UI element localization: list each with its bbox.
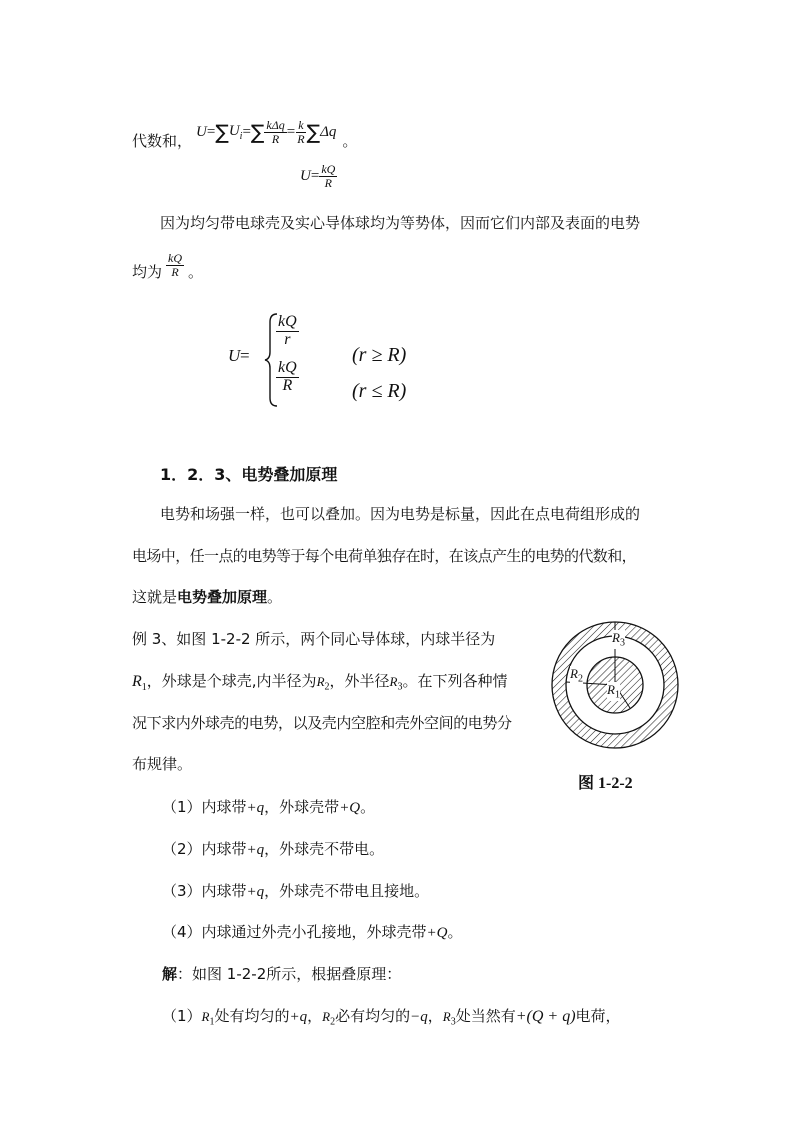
sum-prefix: 代数和，: [132, 131, 193, 150]
eq2-sign: =: [310, 167, 320, 184]
pw-cond-2: (r ≤ R): [352, 380, 407, 402]
solution-case-1: （1） $R_1$ 处有均匀的 +q ， $R_2$ 必有均匀的 −q ， $R_3$ 处当然有 +(Q + q) 电荷，: [162, 1007, 621, 1028]
eq-dq: Δq: [320, 123, 337, 140]
ex-R2: $R_2$: [316, 674, 330, 693]
cont-prefix: 均为: [132, 263, 163, 282]
figure-caption: 图 1-2-2: [578, 775, 633, 792]
example-line-3: 况下求内外球壳的电势，以及壳内空腔和壳外空间的电势分: [132, 714, 512, 732]
frac-kQ-R-inline: $\frac{kQ}{R}$: [168, 251, 183, 279]
superposition-line-2: 电场中，任一点的电势等于每个电荷单独存在时，在该点产生的电势的代数和，: [132, 547, 637, 565]
paragraph-equipotential: 因为均匀带电球壳及实心导体球均为等势体，因而它们内部及表面的电势: [160, 214, 641, 232]
case-item-1: （1）内球带+q，外球壳带+Q。: [162, 798, 376, 816]
sum-suffix: 。: [342, 131, 358, 150]
sigma-2: ∑: [250, 120, 265, 144]
solution-line: 解：如图 1-2-2所示，根据叠原理：: [162, 965, 402, 983]
superposition-line-3: 这就是电势叠加原理。: [132, 588, 283, 606]
frac-kQ-R: $\frac{kQ}{R}$: [321, 162, 336, 190]
section-title: 1．2．3、电势叠加原理: [160, 465, 338, 484]
eq-Ui: $U_i$: [228, 122, 243, 142]
case-item-4: （4）内球通过外壳小孔接地，外球壳带+Q。: [162, 923, 463, 941]
case-item-3: （3）内球带+q，外球壳不带电且接地。: [162, 882, 430, 900]
eq-U: U: [196, 123, 207, 140]
sigma-3: ∑: [306, 120, 321, 144]
eq-sign-2: =: [242, 123, 251, 140]
fig-label-R1: $R_1$: [607, 682, 620, 701]
sum-equation-line: [132, 112, 357, 152]
eq-sign-3: =: [286, 123, 296, 140]
frac-kdq-R: $\frac{\text{kΔq}}{R}$: [266, 117, 285, 146]
figure-concentric-spheres: [550, 620, 680, 750]
pw-eq: =: [240, 346, 250, 365]
ex-R1: $R_1$: [132, 673, 147, 694]
pw-U: U: [228, 346, 241, 365]
solution-label: 解: [162, 965, 178, 983]
superposition-term: 电势叠加原理: [177, 588, 268, 606]
ex-R3: $R_3$: [389, 674, 403, 693]
eq2-U: U: [300, 167, 311, 184]
paragraph-equipotential-cont: [132, 252, 203, 284]
fig-label-R3: $R_3$: [612, 630, 625, 649]
case-item-2: （2）内球带+q，外球壳不带电。: [162, 840, 385, 858]
pw-frac-2: $\frac{kQ}{R}$: [278, 359, 297, 394]
superposition-line-1: 电势和场强一样，也可以叠加。因为电势是标量，因此在点电荷组形成的: [160, 505, 641, 523]
potential-equation: [300, 163, 337, 189]
pw-cond-1: (r ≥ R): [352, 344, 407, 366]
example-line-2: $R_1$ ，外球是个球壳,内半径为 $R_2$ ，外半径 $R_3$ 。在下列各种情: [132, 672, 508, 694]
frac-k-R: $\frac{k}{R}$: [297, 117, 305, 146]
cont-suffix: 。: [188, 263, 204, 282]
sigma-1: ∑: [215, 120, 229, 144]
example-line-1: 例 3、如图 1-2-2 所示，两个同心导体球，内球半径为: [132, 630, 496, 648]
pw-frac-1: $\frac{kQ}{r}$: [278, 313, 297, 348]
fig-label-R2: $R_2$: [570, 666, 583, 685]
example-line-4: 布规律。: [132, 755, 193, 773]
eq-sign-1: =: [206, 123, 216, 140]
